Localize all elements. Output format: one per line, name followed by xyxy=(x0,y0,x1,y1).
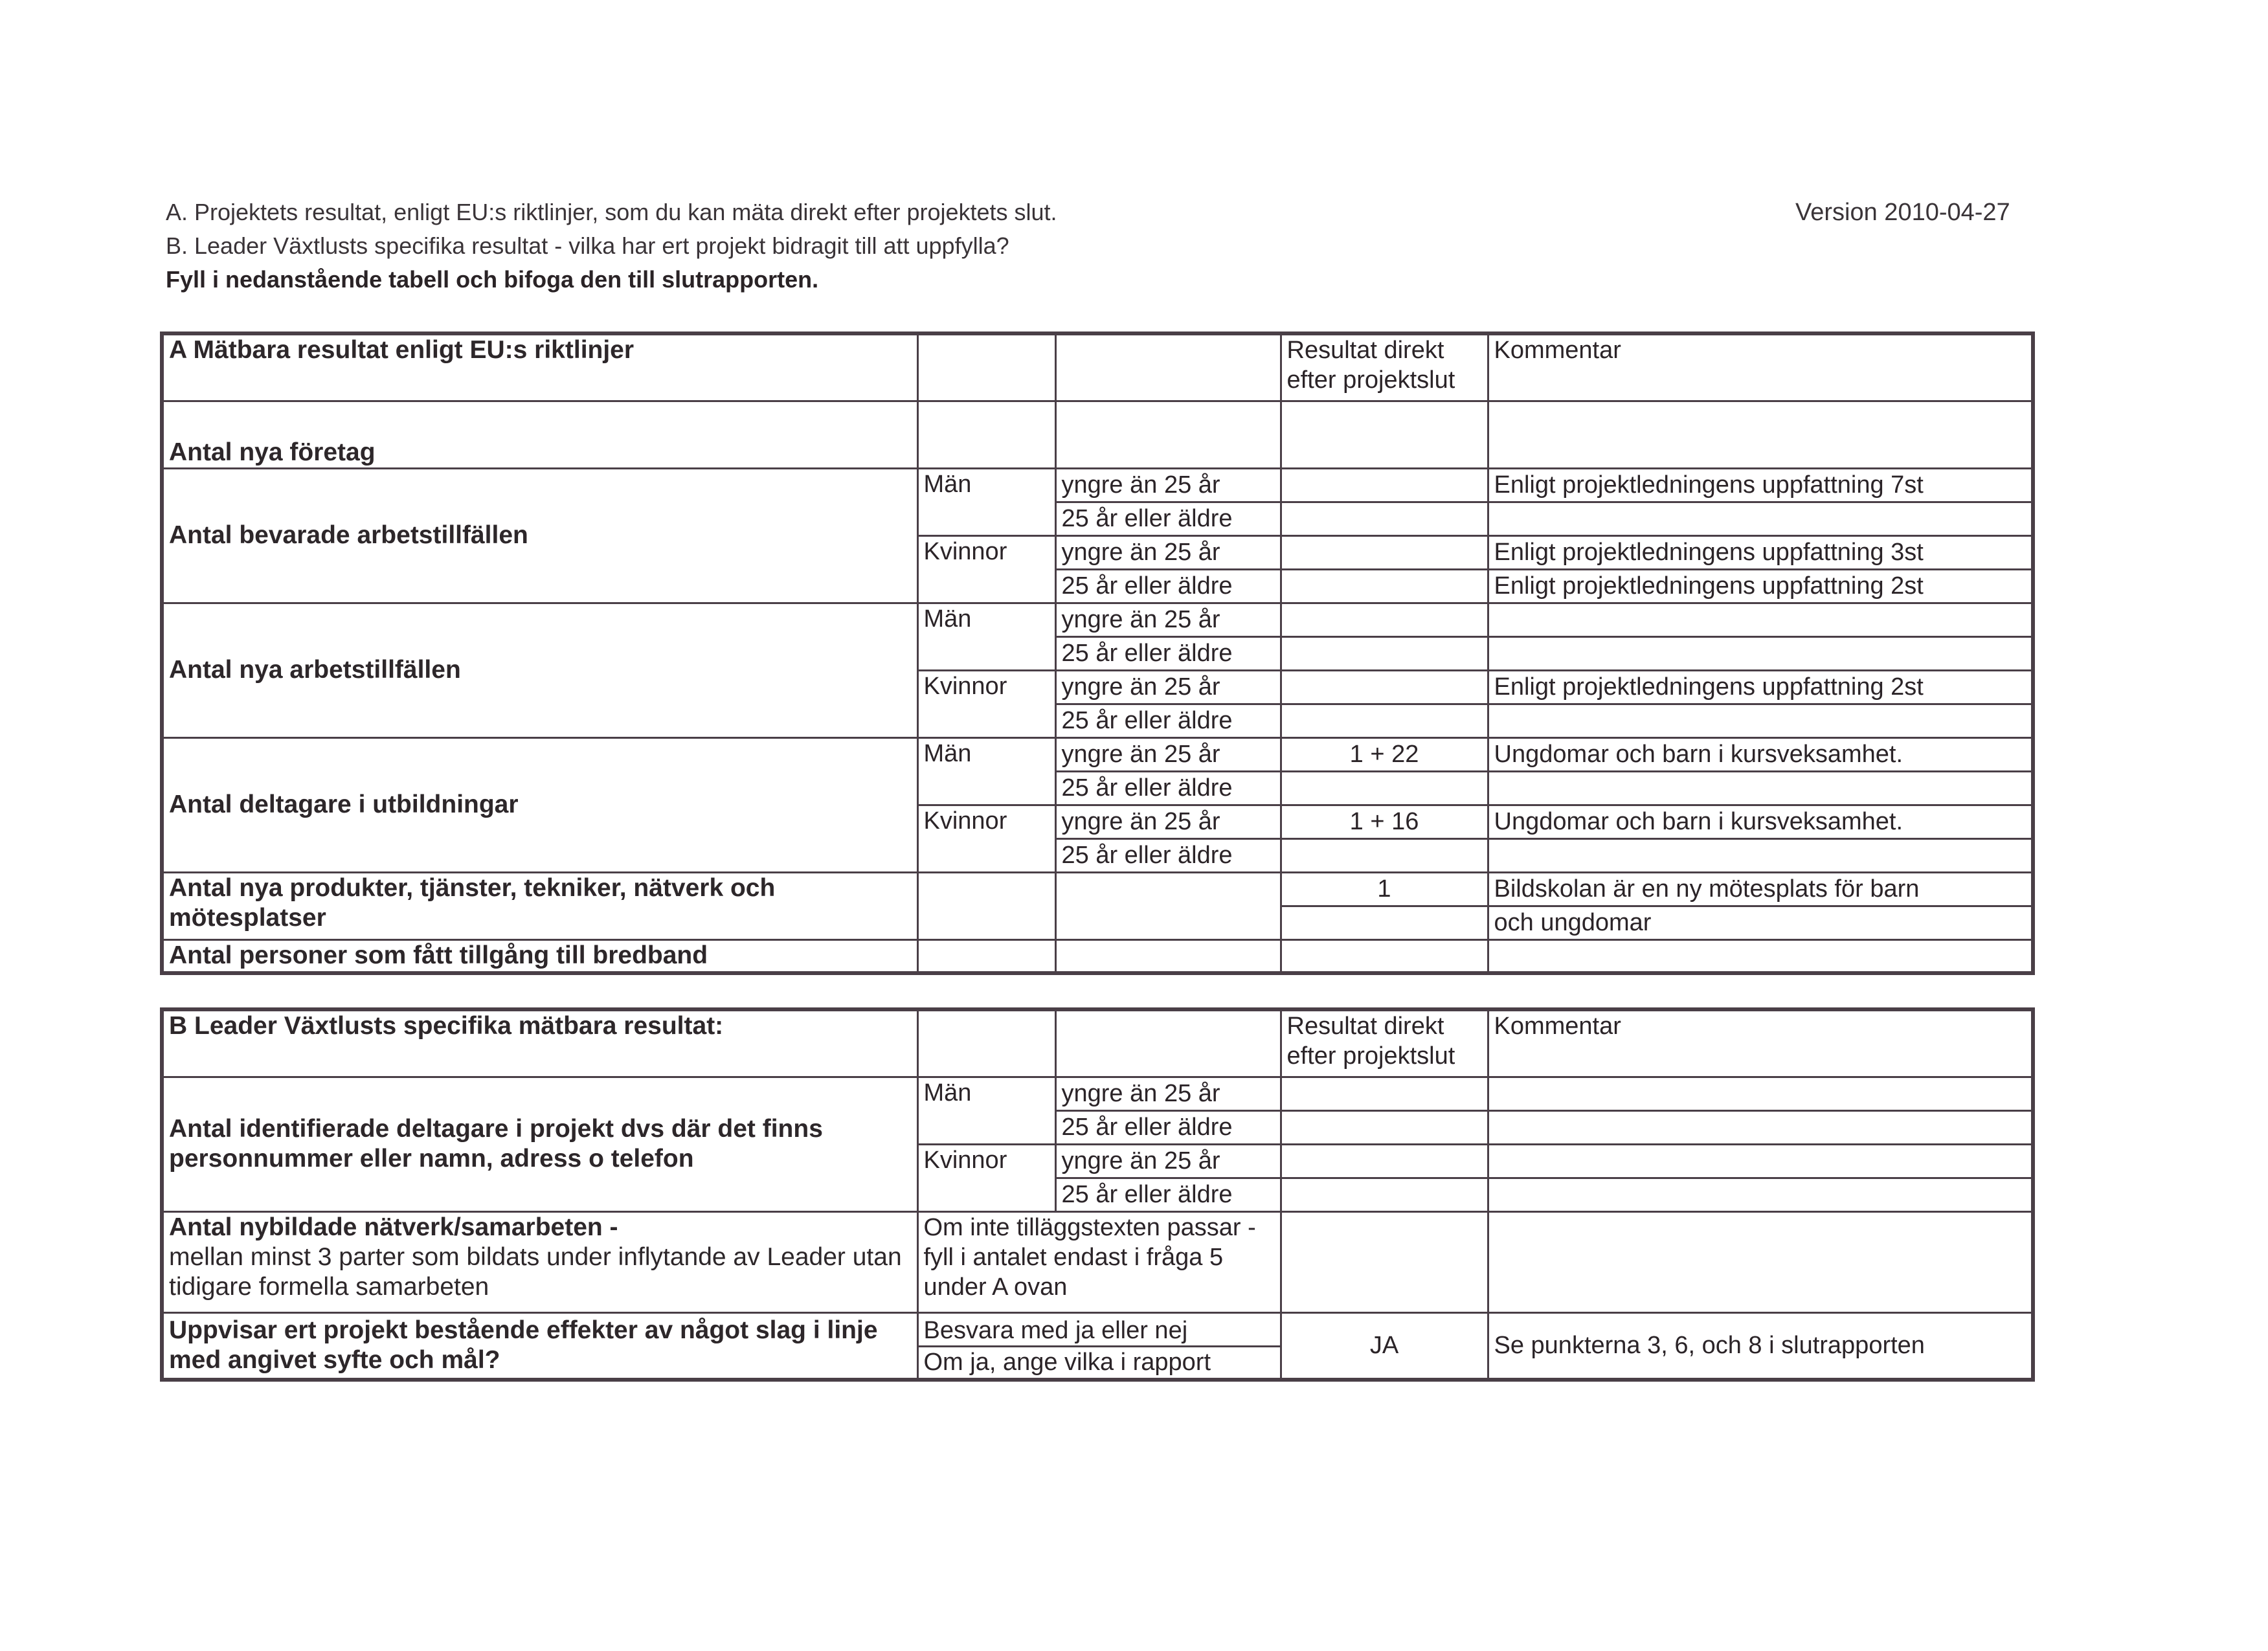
result-header: Resultat direkt efter projektslut xyxy=(1281,333,1488,401)
version-label: Version 2010-04-27 xyxy=(1795,199,2010,226)
table-row xyxy=(162,1312,2033,1346)
age-aldre: 25 år eller äldre xyxy=(1055,1178,1281,1211)
comment-field[interactable]: Enligt projektledningens uppfattning 2st xyxy=(1488,670,2033,704)
age-cell xyxy=(1055,939,1281,973)
row-label-deltagare: Antal deltagare i utbildningar xyxy=(162,737,917,872)
header-blank-cell xyxy=(917,1009,1055,1077)
result-field[interactable] xyxy=(1281,1144,1488,1178)
comment-field[interactable] xyxy=(1488,401,2033,468)
comment-field[interactable] xyxy=(1488,603,2033,636)
comment-field[interactable] xyxy=(1488,771,2033,805)
comment-field[interactable]: Enligt projektledningens uppfattning 3st xyxy=(1488,535,2033,569)
gender-man: Män xyxy=(917,1077,1055,1144)
table-b-title: B Leader Växtlusts specifika mätbara resultat: xyxy=(162,1009,917,1077)
age-yngre: yngre än 25 år xyxy=(1055,1077,1281,1110)
comment-field[interactable] xyxy=(1488,502,2033,535)
comment-header: Kommentar xyxy=(1488,1009,2033,1077)
row-label-bredband: Antal personer som fått tillgång till bredband xyxy=(162,939,917,973)
row-label-identifierade: Antal identifierade deltagare i projekt dvs där det finns personnummer eller namn, adress o telefon xyxy=(162,1077,917,1211)
table-row xyxy=(162,401,2033,468)
row-label-nya-foretag: Antal nya företag xyxy=(162,401,917,468)
table-row xyxy=(162,737,2033,771)
comment-field[interactable]: Enligt projektledningens uppfattning 2st xyxy=(1488,569,2033,603)
natverk-note: Om inte tilläggstexten passar - fyll i antalet endast i fråga 5 under A ovan xyxy=(917,1211,1281,1312)
result-field[interactable] xyxy=(1281,1077,1488,1110)
row-label-natverk xyxy=(162,1211,917,1312)
result-field[interactable] xyxy=(1281,1211,1488,1312)
gender-man: Män xyxy=(917,603,1055,670)
comment-field[interactable] xyxy=(1488,1110,2033,1144)
comment-field[interactable] xyxy=(1488,1077,2033,1110)
comment-field[interactable] xyxy=(1488,636,2033,670)
gender-kvinnor: Kvinnor xyxy=(917,670,1055,737)
row-label-produkter: Antal nya produkter, tjänster, tekniker, nätverk och mötesplatser xyxy=(162,872,917,939)
gender-kvinnor: Kvinnor xyxy=(917,1144,1055,1211)
row-label-effekter: Uppvisar ert projekt bestående effekter av något slag i linje med angivet syfte och mål? xyxy=(162,1312,917,1380)
gender-man: Män xyxy=(917,737,1055,805)
age-yngre: yngre än 25 år xyxy=(1055,535,1281,569)
table-row xyxy=(162,939,2033,973)
comment-field[interactable]: Enligt projektledningens uppfattning 7st xyxy=(1488,468,2033,502)
gender-cell xyxy=(917,872,1055,939)
intro-text xyxy=(166,196,1057,297)
age-aldre: 25 år eller äldre xyxy=(1055,838,1281,872)
age-aldre: 25 år eller äldre xyxy=(1055,569,1281,603)
comment-field[interactable] xyxy=(1488,704,2033,737)
age-aldre: 25 år eller äldre xyxy=(1055,704,1281,737)
result-field[interactable] xyxy=(1281,603,1488,636)
effekter-note-2: Om ja, ange vilka i rapport xyxy=(917,1346,1281,1380)
result-field[interactable] xyxy=(1281,939,1488,973)
result-field[interactable] xyxy=(1281,771,1488,805)
age-yngre: yngre än 25 år xyxy=(1055,737,1281,771)
age-cell xyxy=(1055,401,1281,468)
table-row xyxy=(162,1211,2033,1312)
result-field[interactable] xyxy=(1281,1178,1488,1211)
result-field[interactable] xyxy=(1281,502,1488,535)
result-field[interactable] xyxy=(1281,1110,1488,1144)
intro-line-b: B. Leader Växtlusts specifika resultat - vilka har ert projekt bidragit till att uppfylla? xyxy=(166,232,1009,259)
age-aldre: 25 år eller äldre xyxy=(1055,502,1281,535)
row-label-bevarade: Antal bevarade arbetstillfällen xyxy=(162,468,917,603)
comment-field[interactable] xyxy=(1488,939,2033,973)
comment-field[interactable]: Ungdomar och barn i kursveksamhet. xyxy=(1488,737,2033,771)
natverk-description: mellan minst 3 parter som bildats under inflytande av Leader utan tidigare formella samarbeten xyxy=(169,1242,902,1301)
table-row xyxy=(162,603,2033,636)
comment-field[interactable]: Ungdomar och barn i kursveksamhet. xyxy=(1488,805,2033,838)
table-row xyxy=(162,1077,2033,1110)
age-cell xyxy=(1055,872,1281,939)
table-row xyxy=(162,468,2033,502)
comment-field[interactable]: och ungdomar xyxy=(1488,906,2033,939)
table-leader-results xyxy=(160,1007,2035,1382)
intro-instruction: Fyll i nedanstående tabell och bifoga den till slutrapporten. xyxy=(166,266,819,293)
gender-cell xyxy=(917,401,1055,468)
header-blank-cell xyxy=(1055,1009,1281,1077)
age-yngre: yngre än 25 år xyxy=(1055,468,1281,502)
age-aldre: 25 år eller äldre xyxy=(1055,636,1281,670)
result-field[interactable]: 1 xyxy=(1281,872,1488,906)
result-field[interactable]: JA xyxy=(1281,1312,1488,1380)
age-aldre: 25 år eller äldre xyxy=(1055,1110,1281,1144)
header-blank-cell xyxy=(1055,333,1281,401)
age-yngre: yngre än 25 år xyxy=(1055,805,1281,838)
result-field[interactable] xyxy=(1281,704,1488,737)
result-field[interactable] xyxy=(1281,401,1488,468)
row-label-nya-arbetstillfallen: Antal nya arbetstillfällen xyxy=(162,603,917,737)
comment-field[interactable] xyxy=(1488,1178,2033,1211)
natverk-title: Antal nybildade nätverk/samarbeten - xyxy=(169,1213,618,1241)
result-field[interactable]: 1 + 22 xyxy=(1281,737,1488,771)
result-field[interactable] xyxy=(1281,636,1488,670)
table-a-title: A Mätbara resultat enligt EU:s riktlinjer xyxy=(162,333,917,401)
comment-field[interactable] xyxy=(1488,1144,2033,1178)
comment-field[interactable]: Bildskolan är en ny mötesplats för barn xyxy=(1488,872,2033,906)
comment-header: Kommentar xyxy=(1488,333,2033,401)
result-field[interactable] xyxy=(1281,468,1488,502)
gender-kvinnor: Kvinnor xyxy=(917,805,1055,872)
gender-man: Män xyxy=(917,468,1055,535)
age-yngre: yngre än 25 år xyxy=(1055,1144,1281,1178)
table-eu-results xyxy=(160,331,2035,975)
age-aldre: 25 år eller äldre xyxy=(1055,771,1281,805)
table-row xyxy=(162,872,2033,906)
comment-field[interactable] xyxy=(1488,1211,2033,1312)
effekter-note-1: Besvara med ja eller nej xyxy=(917,1312,1281,1346)
comment-field[interactable]: Se punkterna 3, 6, och 8 i slutrapporten xyxy=(1488,1312,2033,1380)
gender-kvinnor: Kvinnor xyxy=(917,535,1055,603)
result-header: Resultat direkt efter projektslut xyxy=(1281,1009,1488,1077)
age-yngre: yngre än 25 år xyxy=(1055,670,1281,704)
intro-line-a: A. Projektets resultat, enligt EU:s riktlinjer, som du kan mäta direkt efter projektets slut. xyxy=(166,199,1057,225)
header-blank-cell xyxy=(917,333,1055,401)
result-field[interactable] xyxy=(1281,569,1488,603)
table-b-header-row xyxy=(162,1009,2033,1077)
result-field[interactable]: 1 + 16 xyxy=(1281,805,1488,838)
gender-cell xyxy=(917,939,1055,973)
age-yngre: yngre än 25 år xyxy=(1055,603,1281,636)
result-field[interactable] xyxy=(1281,670,1488,704)
table-a-header-row xyxy=(162,333,2033,401)
result-field[interactable] xyxy=(1281,838,1488,872)
result-field[interactable] xyxy=(1281,535,1488,569)
comment-field[interactable] xyxy=(1488,838,2033,872)
result-field[interactable] xyxy=(1281,906,1488,939)
